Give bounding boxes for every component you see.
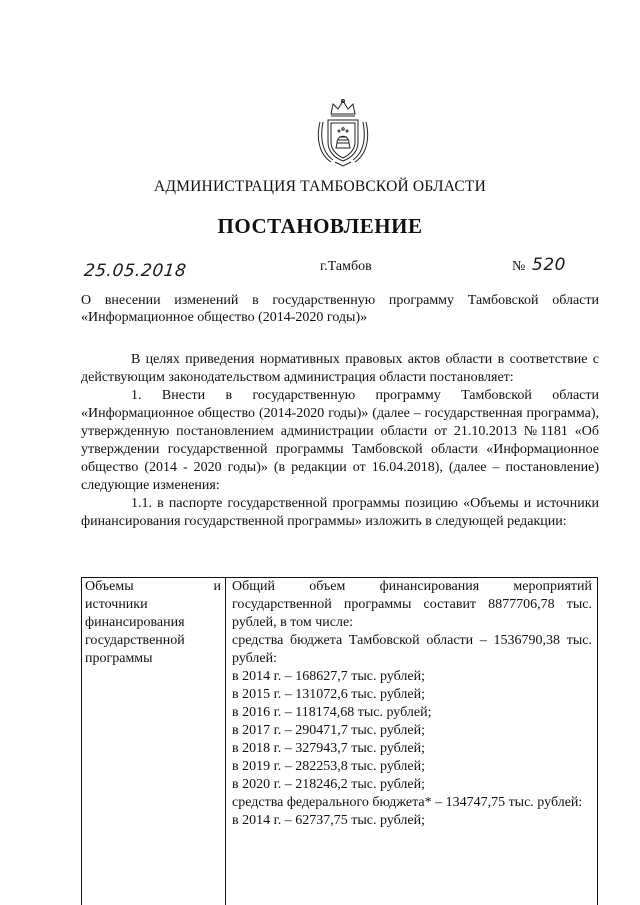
table-left-line: источники <box>85 597 148 612</box>
handwritten-date: 25.05.2018 <box>82 261 188 281</box>
table-left-column <box>82 578 226 905</box>
table-left-line <box>85 578 221 596</box>
intro-paragraph: В целях приведения нормативных правовых актов области в соответствие с действующим законодательством администрация области постановляет: <box>81 352 599 385</box>
tambov-coat-of-arms-icon <box>311 98 375 168</box>
item-1-1-paragraph: 1.1. в паспорте государственной программы позицию «Объемы и источники финансирования государственной программы» изложить в следующей редакции: <box>81 496 599 529</box>
regional-year-line: в 2019 г. – 282253,8 тыс. рублей; <box>232 759 425 774</box>
handwritten-number: 520 <box>532 255 566 275</box>
table-left-word: Объемы <box>85 579 134 594</box>
agency-title: АДМИНИСТРАЦИЯ ТАМБОВСКОЙ ОБЛАСТИ <box>154 178 486 195</box>
number-label: № <box>512 259 526 274</box>
item-1-paragraph: 1. Внести в государственную программу Тамбовской области «Информационное общество (2014-2020 годы)» (далее – государственная программа), утвержденную постановлением администрации области от 21.10.2013 №1181 «Об утверждении государственной программы Тамбовской области «Информационное общество (2014 - 2020 годы)» (в редакции от 16.04.2018), (далее – постановление) следующие изменения: <box>81 388 599 493</box>
total-financing-text: Общий объем финансирования мероприятий государственной программы составит 8877706,78 тыс. рублей, в том числе: <box>232 579 592 630</box>
table-left-line: финансирования <box>85 615 185 630</box>
federal-budget-text: средства федерального бюджета* – 134747,75 тыс. рублей: <box>232 795 583 810</box>
city-name: г.Тамбов <box>320 259 372 274</box>
federal-year-line: в 2014 г. – 62737,75 тыс. рублей; <box>232 813 425 828</box>
financing-table <box>81 577 598 905</box>
document-body <box>81 351 599 531</box>
document-type: ПОСТАНОВЛЕНИЕ <box>217 214 423 238</box>
document-subject: О внесении изменений в государственную программу Тамбовской области «Информационное общество (2014-2020 годы)» <box>81 293 599 325</box>
regional-year-line: в 2017 г. – 290471,7 тыс. рублей; <box>232 723 425 738</box>
regional-year-line: в 2014 г. – 168627,7 тыс. рублей; <box>232 669 425 684</box>
table-left-line: государственной <box>85 633 185 648</box>
regional-budget-text: средства бюджета Тамбовской области – 1536790,38 тыс. рублей: <box>232 633 592 666</box>
regional-year-line: в 2018 г. – 327943,7 тыс. рублей; <box>232 741 425 756</box>
regional-year-line: в 2015 г. – 131072,6 тыс. рублей; <box>232 687 425 702</box>
regional-year-line: в 2020 г. – 218246,2 тыс. рублей; <box>232 777 425 792</box>
table-left-line: программы <box>85 651 153 666</box>
table-right-column <box>232 578 592 830</box>
table-left-word: и <box>213 579 221 594</box>
regional-year-line: в 2016 г. – 118174,68 тыс. рублей; <box>232 705 432 720</box>
